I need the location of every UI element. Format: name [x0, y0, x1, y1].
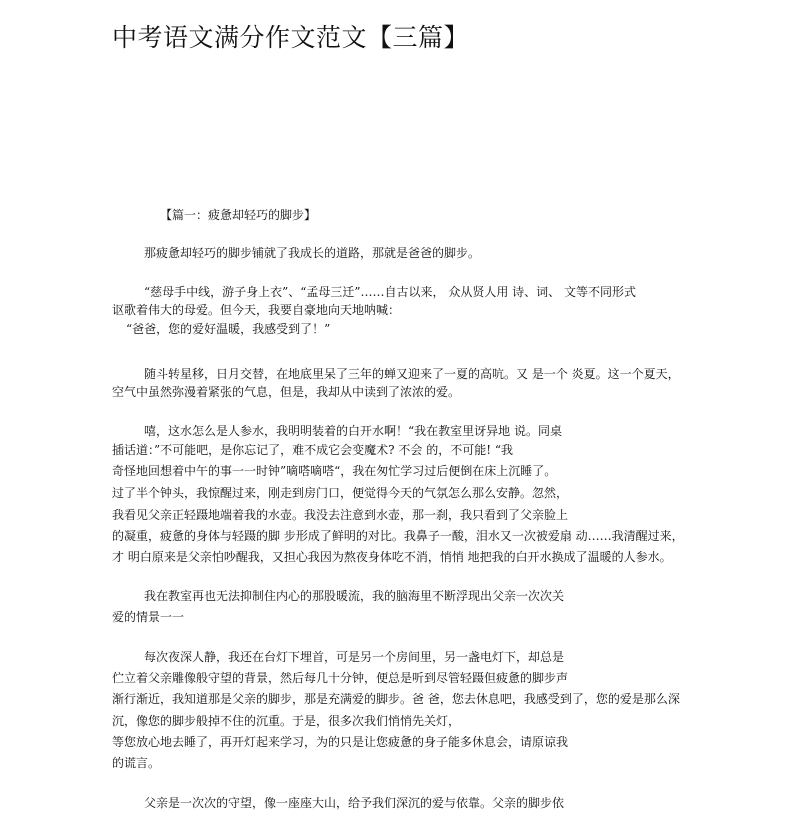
paragraph-line: 奇怪地回想着中午的事一一时钟”嘀嗒嘀嗒“，我在匆忙学习过后便倒在床上沉睡了。	[112, 464, 557, 478]
paragraph-line: 嘻，这水怎么是人参水，我明明装着的白开水啊！“我在教室里讶异地 说。同桌	[144, 424, 562, 438]
paragraph-line: 才 明白原来是父亲怕吵醒我，又担心我因为熬夜身体吃不消，悄悄 地把我的白开水换成了温暖的人参水。	[112, 550, 672, 564]
paragraph-line: 伫立着父亲雕像般守望的背景，然后每几十分钟，便总是听到尽管轻蹑但疲惫的脚步声	[112, 671, 569, 685]
paragraph-line: 我看见父亲正轻蹑地端着我的水壶。我没去注意到水壶，那一刹，我只看到了父亲脸上	[112, 508, 569, 522]
section-heading: 【篇一：疲惫却轻巧的脚步】	[160, 208, 317, 222]
paragraph-line: 爱的情景一一	[112, 610, 185, 624]
paragraph-line: 那疲惫却轻巧的脚步铺就了我成长的道路，那就是爸爸的脚步。	[144, 246, 481, 260]
paragraph-line: 空气中虽然弥漫着紧张的气息，但是，我却从中读到了浓浓的爱。	[112, 385, 461, 399]
paragraph-line: “爸爸，您的爱好温暖，我感受到了！”	[126, 322, 331, 336]
paragraph-line: 讴歌着伟大的母爱。但今天，我要自豪地向天地呐喊：	[112, 303, 401, 317]
paragraph-line: 随斗转星移，日月交替，在地底里呆了三年的蝉又迎来了一夏的高吭。又 是一个 炎夏。这一个夏天，	[144, 367, 680, 381]
paragraph-line: 渐行渐近，我知道那是父亲的脚步，那是充满爱的脚步。爸 爸，您去休息吧，我感受到了，您的爱是那么深	[112, 692, 680, 706]
paragraph-line: 父亲是一次次的守望，像一座座大山，给予我们深沉的爱与依靠。父亲的脚步依	[144, 796, 565, 810]
paragraph-line: 沉，像您的脚步般掉不住的沉重。于是，很多次我们悄悄先关灯，	[112, 714, 461, 728]
paragraph-line: 等您放心地去睡了，再开灯起来学习，为的只是让您疲惫的身子能多休息会，请原谅我	[112, 735, 569, 749]
paragraph-line: 过了半个钟头，我惊醒过来，刚走到房门口，便觉得今天的气氛怎么那么安静。忽然，	[112, 486, 569, 500]
paragraph-line: “慈母手中线，游子身上衣”、“孟母三迁”……自古以来， 众从贤人用 诗、词、 文等不同形式	[144, 285, 636, 299]
paragraph-line: 的凝重，疲惫的身体与轻蹑的脚 步形成了鲜明的对比。我鼻子一酸，泪水又一次被爱扇 动……我清醒过来，	[112, 529, 684, 543]
page-title: 中考语文满分作文范文【三篇】	[112, 23, 470, 52]
paragraph-line: 每次夜深人静，我还在台灯下埋首，可是另一个房间里，另一盏电灯下，却总是	[144, 650, 565, 664]
paragraph-line: 的谎言。	[112, 756, 161, 770]
paragraph-line: 我在教室再也无法抑制住内心的那股暖流，我的脑海里不断浮现出父亲一次次关	[144, 589, 565, 603]
paragraph-line: 插话道：”不可能吧，是你忘记了，难不成它会变魔术? 不会 的，不可能! “我	[112, 443, 513, 457]
